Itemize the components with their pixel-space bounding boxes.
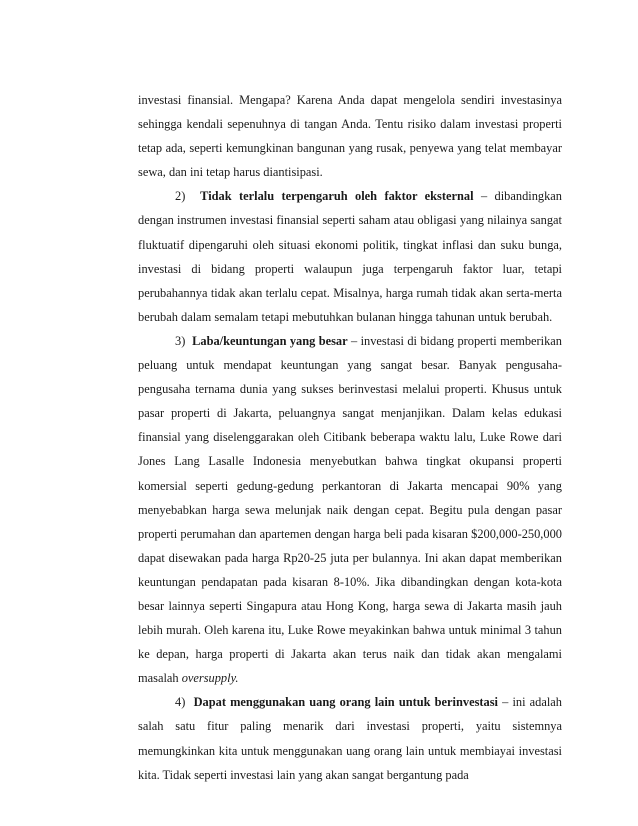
point-body: – ini adalah salah satu fitur paling menarik dari investasi properti, yaitu sistemnya memungkinkan kita untuk menggunakan uang orang lain untuk membiayai investasi kita. Tidak seperti investasi lain yang akan sangat bergantung pada [138, 695, 562, 782]
point-heading: Laba/keuntungan yang besar [192, 333, 348, 348]
point-heading: Tidak terlalu terpengaruh oleh faktor eksternal [200, 189, 474, 204]
paragraph-point-2 [138, 184, 562, 329]
paragraph-point-3 [138, 329, 562, 690]
point-number: 3) [175, 333, 186, 348]
point-number: 2) [175, 189, 186, 204]
paragraph-continuation: investasi finansial. Mengapa? Karena Anda dapat mengelola sendiri investasinya sehingga kendali sepenuhnya di tangan Anda. Tentu risiko dalam investasi properti tetap ada, seperti kemungkinan bangunan yang rusak, penyewa yang telat membayar sewa, dan ini tetap harus diantisipasi. [138, 93, 562, 180]
point-number: 4) [175, 695, 186, 710]
point-italic-term: oversupply. [181, 671, 239, 686]
point-body: – investasi di bidang properti memberikan peluang untuk mendapat keuntungan yang sangat besar. Banyak pengusaha-pengusaha ternama dunia yang sukses berinvestasi melalui properti. Khusus untuk pasar properti di Jakarta, peluangnya sangat menjanjikan. Dalam kelas edukasi finansial yang diselenggarakan oleh Citibank beberapa waktu lalu, Luke Rowe dari Jones Lang Lasalle Indonesia menyebutkan bahwa tingkat okupansi properti komersial seperti gedung-gedung perkantoran di Jakarta mencapai 90% yang menyebabkan harga sewa melunjak naik dengan cepat. Begitu pula dengan pasar properti perumahan dan apartemen dengan harga beli pada kisaran $200,000-250,000 dapat disewakan pada harga Rp20-25 juta per bulannya. Ini akan dapat memberikan keuntungan pendapatan pada kisaran 8-10%. Jika dibandingkan dengan kota-kota besar lainnya seperti Singapura atau Hong Kong, harga sewa di Jakarta masih jauh lebih murah. Oleh karena itu, Luke Rowe meyakinkan bahwa untuk minimal 3 tahun ke depan, harga properti di Jakarta akan terus naik dan tidak akan mengalami masalah [138, 333, 563, 686]
point-heading: Dapat menggunakan uang orang lain untuk berinvestasi [193, 695, 498, 710]
document-page [138, 88, 562, 787]
point-body: – dibandingkan dengan instrumen investasi finansial seperti saham atau obligasi yang nilainya sangat fluktuatif dipengaruhi oleh situasi ekonomi politik, tingkat inflasi dan suku bunga, investasi di bidang properti walaupun juga terpengaruh faktor luar, tetapi perubahannya tidak akan terlalu cepat. Misalnya, harga rumah tidak akan serta-merta berubah dalam semalam tetapi mebutuhkan bulanan hingga tahunan untuk berubah. [138, 189, 562, 324]
paragraph-point-4 [138, 690, 562, 786]
